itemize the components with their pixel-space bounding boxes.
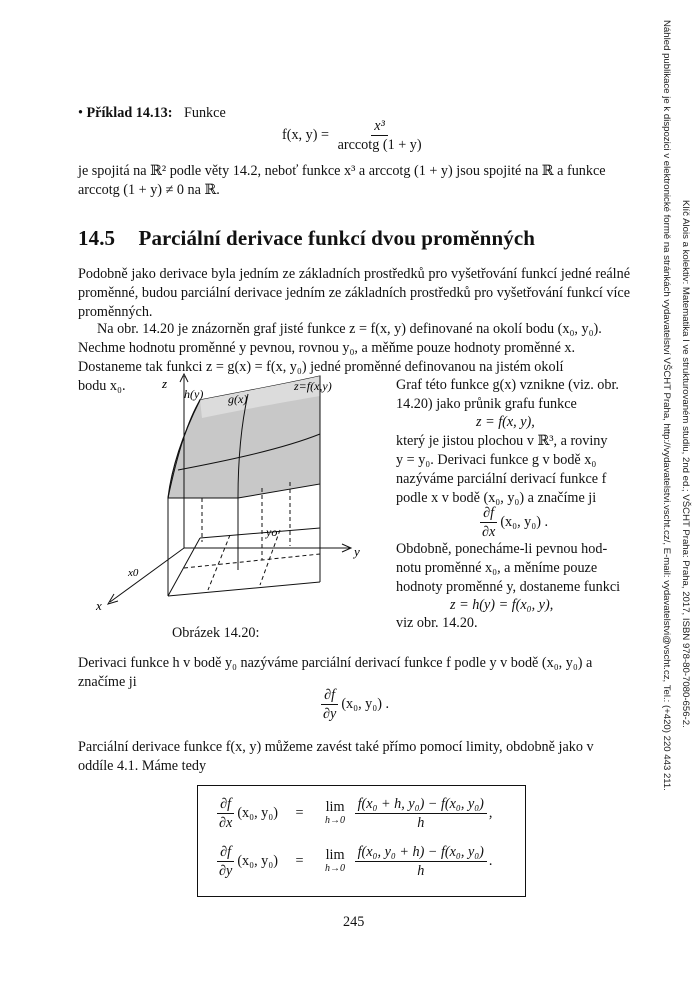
row-x-equals: = [295,804,304,821]
row-x-argument: (x₀, y₀) [237,804,278,821]
x-axis-arrow [108,594,118,604]
row-x-lim-word: lim [325,798,345,815]
paragraph-intro: Podobně jako derivace byla jedním ze základních prostředků pro vyšetřování funkcí jedné reálné proměnné, budou parciální derivace jedním ze základních prostředků pro vyšetřování funkcí více proměnných. [78,266,630,320]
row-y-argument: (x₀, y₀) [237,852,278,869]
label-hy: h(y) [184,387,204,401]
row-x-numerator: ∂f [217,796,234,814]
bullet: • [78,105,83,121]
figure-surface-graph [80,370,390,620]
row-y-quotient-den: h [417,863,425,879]
row-y-numerator: ∂f [217,844,234,862]
row-x-limit [325,798,346,827]
section-title: Parciální derivace funkcí dvou proměnných [138,226,536,250]
section-heading [78,226,535,251]
row-x-lim-sub: h→0 [325,814,346,826]
right-line-5: nazýváme parciální derivací funkce f [396,471,607,487]
row-x-denominator: ∂x [219,815,233,831]
figure-caption: Obrázek 14.20: [172,625,260,641]
paragraph-2-line-2: Nechme hodnotu proměnné y pevnou, rovnou y₀, a měňme pouze hodnoty proměnné x. [78,340,576,356]
paragraph-3-line-2: značíme ji [78,674,137,690]
paragraph-3-line-1: Derivaci funkce h v bodě y₀ nazýváme parciální derivací funkce f podle y v bodě (x₀, y₀) a [78,655,593,671]
definition-box [197,785,526,897]
row-y-denominator: ∂y [219,863,233,879]
right-line-7: Obdobně, ponecháme-li pevnou hod- [396,541,608,557]
right-line-6: podle x v bodě (x₀, y₀) a značíme ji [396,490,597,506]
dy-denominator: ∂y [323,706,337,722]
row-y-fraction [216,844,235,879]
formula-numerator: x³ [371,118,388,136]
row-y-limit [325,846,346,875]
right-line-9: hodnoty proměnné y, dostaneme funkci [396,579,621,595]
right-eq-1: z = f(x, y), [476,414,535,430]
label-x: x [96,598,102,613]
label-yo: yo [266,525,278,539]
derivative-y [318,687,389,722]
dx-numerator: ∂f [480,505,497,523]
right-line-3: který je jistou plochou v ℝ³, a roviny [396,433,608,449]
dy-argument: (x₀, y₀) . [341,695,390,712]
dy-fraction [320,687,339,722]
example-heading [78,104,226,123]
base-cross-dashed-1 [208,535,230,590]
right-eq-2: z = h(y) = f(x₀, y), [450,597,554,613]
page-number: 245 [343,914,365,930]
side-note-publisher: Náhled publikace je k dispozici v elektronické formě na stránkách vydavatelství VŠCHT Praha, http://vydavatelstvi.vscht.cz/, E-mail: vydavatelstvi@vscht.cz, Tel.: (+420) 220 443 211. [661,20,672,791]
formula-fraction [335,118,425,153]
row-y-lim-word: lim [325,846,345,863]
x-axis [110,548,184,602]
example-intro: Funkce [183,105,226,121]
right-line-2: 14.20) jako průnik grafu funkce [396,396,577,412]
example-text-1: je spojitá na ℝ² podle věty 14.2, neboť funkce x³ a arccotg (1 + y) jsou spojité na ℝ a funkce [78,163,606,179]
example-text-2: arccotg (1 + y) ≠ 0 na ℝ. [78,182,220,198]
right-line-4: y = y₀. Derivaci funkce g v bodě x₀ [396,452,597,468]
definition-row-y [214,844,492,879]
paragraph-2-line-3: Dostaneme tak funkci z = g(x) = f(x, y₀) jedné proměnné definovanou na jistém okolí [78,359,564,375]
row-y-equals: = [295,852,304,869]
row-y-lim-sub: h→0 [325,862,346,874]
row-x-quotient [355,796,487,831]
label-y: y [354,544,360,559]
label-zf: z=f(x,y) [294,379,332,393]
dy-numerator: ∂f [321,687,338,705]
row-y-quotient-num: f(x₀, y₀ + h) − f(x₀, y₀) [355,844,487,862]
dx-fraction [479,505,498,540]
definition-row-x [214,796,492,831]
label-z: z [162,376,168,391]
paragraph-4-line-1: Parciální derivace funkce f(x, y) můžeme zavést také přímo pomocí limity, obdobně jako v [78,739,594,755]
label-gx: g(x) [228,392,248,406]
example-formula [282,118,427,153]
side-note-citation: Klíč Alois a kolektiv: Matematika I ve strukturovaném studiu, 2nd ed.; VŠCHT Praha: Praha, 2017, ISBN 978-80-7080-656-2. [680,200,691,728]
formula-lhs: f(x, y) = [282,126,330,143]
right-line-1: Graf této funkce g(x) vznikne (viz. obr. [396,377,619,393]
right-line-8: notu proměnné x₀, a měníme pouze [396,560,598,576]
right-line-10: viz obr. 14.20. [396,615,478,631]
right-derivative-x [477,505,548,540]
formula-denominator: arccotg (1 + y) [337,137,422,153]
dx-argument: (x₀, y₀) . [500,513,549,530]
example-label: Příklad 14.13: [86,105,173,121]
base-front [168,582,320,596]
paragraph-2-line-1: Na obr. 14.20 je znázorněn graf jisté funkce z = f(x, y) definované na okolí bodu (x₀, y₀). [97,321,602,337]
dx-denominator: ∂x [482,524,496,540]
label-x0: x0 [128,567,139,579]
row-x-end: , [488,804,493,821]
row-y-end: . [488,852,493,869]
paragraph-4-line-2: oddíle 4.1. Máme tedy [78,758,207,774]
base-mid-dashed [184,554,320,568]
section-number: 14.5 [78,226,116,250]
row-x-quotient-den: h [417,815,425,831]
row-x-quotient-num: f(x₀ + h, y₀) − f(x₀, y₀) [355,796,487,814]
paragraph-2-line-4: bodu x₀. [78,378,126,394]
row-x-fraction [216,796,235,831]
base-back [200,528,320,538]
row-y-quotient [355,844,487,879]
